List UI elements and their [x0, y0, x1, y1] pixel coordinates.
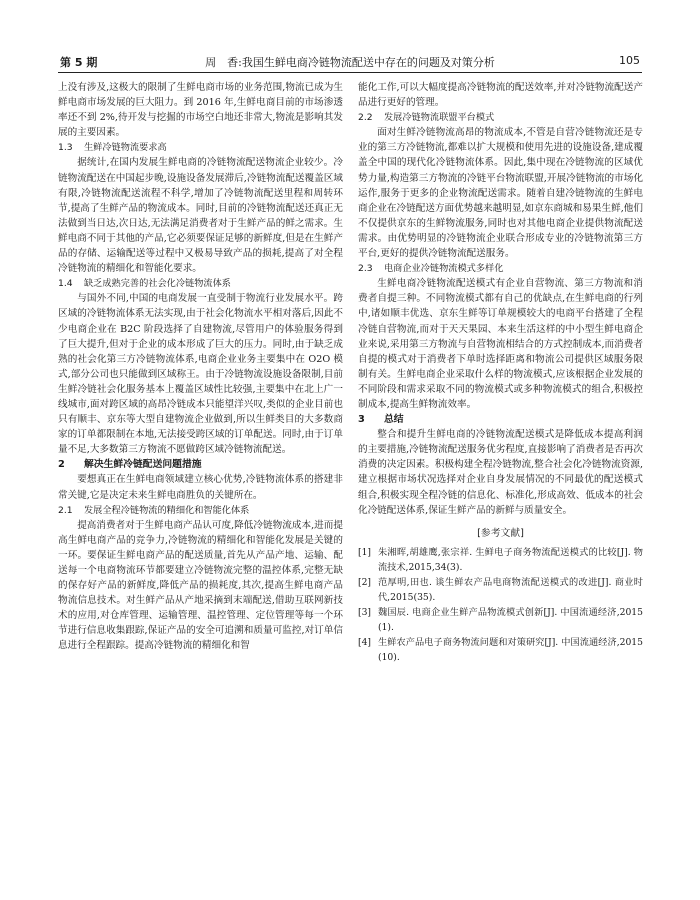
section-heading-2 [58, 457, 343, 472]
issue-number: 第 5 期 [60, 56, 98, 69]
section-title: 发展全程冷链物流的精细化和智能化体系 [84, 504, 250, 516]
running-header [58, 52, 642, 73]
paragraph: 提高消费者对于生鲜电商产品认可度,降低冷链物流成本,进而提高生鲜电商产品的竞争力,冷链物流的精细化和智能化发展是关键的一环。要保证生鲜电商产品的配送质量,首先从产品产地、运输、配送每一个电商物流环节都要建立冷链物流完整的温控体系,完整无缺的保存好产品的新鲜度,降低产品的损耗度,其次,提高生鲜电商产品物流信息技术。对生鲜产品从产地采摘到末端配送,借助互联网新技术的应用,对仓库管理、运输管理、温控管理、定位管理等每一个环节进行信息收集跟踪,保证产品的安全可追溯和质量可监控,对订单信息进行全程跟踪。提高冷链物流的精细化和智 [58, 519, 343, 652]
section-title: 生鲜冷链物流要求高 [84, 142, 167, 154]
section-title: 解决生鲜冷链配送问题措施 [84, 459, 202, 471]
page-number: 105 [619, 54, 640, 67]
paragraph: 与国外不同,中国的电商发展一直受制于物流行业发展水平。跨区域的冷链物流体系无法实现,由于社会化物流水平相对落后,因此不少电商企业在 B2C 阶段选择了自建物流,尽管用户的体验服务得到了巨大提升,但对于企业的成本形成了巨大的压力。同时,由于缺乏成熟的社会化第三方冷链物流体系,电商企业业务主要集中在 O2O 模式,部分公司也只能做到区域称王。由于冷链物流设施设备限制,目前生鲜冷链社会化服务基本上覆盖区域性比较强,主要集中在北上广一线城市,面对跨区域的高昂冷链成本只能望洋兴叹,类似的企业目前也只有顺丰、京东等大型自建物流企业做到,所以生鲜类目的大多数商家的订单都限制在本地,无法接受跨区域的订单配送。同时,由于订单量不足,大多数第三方物流不愿做跨区域冷链物流配送。 [58, 293, 343, 456]
left-column [58, 80, 343, 654]
section-number: 1.3 [58, 142, 73, 154]
section-number: 2.2 [358, 112, 373, 124]
section-number: 3 [358, 414, 365, 426]
reference-list [358, 545, 643, 665]
section-number: 1.4 [58, 278, 73, 290]
reference-number: [1] [358, 546, 372, 558]
section-heading-1-3 [58, 140, 343, 155]
section-number: 2.3 [358, 263, 373, 275]
section-title: 电商企业冷链物流模式多样化 [384, 263, 504, 275]
section-heading-1-4 [58, 276, 343, 291]
reference-text: 朱湘晖,胡雄鹰,张宗祥. 生鲜电子商务物流配送模式的比较[J]. 物流技术,2015,34(3). [378, 546, 643, 573]
section-number: 2 [58, 459, 65, 471]
reference-text: 魏国辰. 电商企业生鲜产品物流模式创新[J]. 中国流通经济,2015(1). [378, 606, 643, 633]
paragraph: 生鲜电商冷链物流配送模式有企业自营物流、第三方物流和消费者自提三种。不同物流模式都有自己的优缺点,在生鲜电商的行列中,诸如顺丰优选、京东生鲜等订单规模较大的电商平台搭建了全程冷链自营物流,而对于天天果园、本来生活这样的中小型生鲜电商企业来说,采用第三方物流与自营物流相结合的方式控制成本,而消费者自提的模式对于消费者下单时选择距离和物流公司提供区域服务限制有关。生鲜电商企业采取什么样的物流模式,应该根据企业发展的不同阶段和需求采取不同的物流模式或多种物流模式的组合,积极控制成本,提高生鲜物流效率。 [358, 278, 643, 410]
reference-item [358, 575, 643, 605]
references-title: [参考文献] [477, 527, 524, 539]
section-heading-3 [358, 412, 643, 427]
paragraph: 上没有涉及,这极大的限制了生鲜电商市场的业务范围,物流已成为生鲜电商市场发展的巨大阻力。到 2016 年,生鲜电商目前的市场渗透率还不到 2%,待开发与挖掘的市场空白地还非常大,物流是影响其发展的主要因素。 [58, 82, 343, 139]
right-column [358, 80, 643, 665]
paragraph: 据统计,在国内发展生鲜电商的冷链物流配送物流企业较少。冷链物流配送在中国起步晚,设施设备发展滞后,冷链物流配送覆盖区域有限,冷链物流配送流程不科学,增加了冷链物流配送里程和周转环节,提高了生鲜产品的物流成本。同时,目前的冷链物流配送还真正无法做到当日达,次日达,无法满足消费者对于生鲜产品的鲜之需求。生鲜电商不同于其他的产品,它必须要保证足够的新鲜度,但是在生鲜产品的存储、运输配送等过程中又极易导致产品的损耗,提高了对全程冷链物流的精细化和智能化要求。 [58, 157, 343, 275]
reference-item [358, 545, 643, 575]
paragraph: 要想真正在生鲜电商领域建立核心优势,冷链物流体系的搭建非常关键,它是决定未来生鲜电商胜负的关键所在。 [58, 474, 343, 501]
section-heading-2-2 [358, 110, 643, 125]
paragraph: 整合和提升生鲜电商的冷链物流配送模式是降低成本提高利润的主要措施,冷链物流配送服务优劣程度,直接影响了消费者是否再次消费的决定因素。积极构建全程冷链物流,整合社会化冷链物流资源,建立根据市场状况选择对企业自身发展情况的不同最优的配送模式组合,积极实现全程冷链的信息化、标准化,形成高效、低成本的社会化冷链配送体系,保证生鲜产品的新鲜与质量安全。 [358, 429, 643, 516]
reference-number: [2] [358, 576, 372, 588]
section-title: 发展冷链物流联盟平台模式 [384, 112, 495, 124]
reference-item [358, 635, 643, 665]
section-title: 总结 [384, 414, 404, 426]
section-heading-2-3 [358, 261, 643, 276]
reference-text: 生鲜农产品电子商务物流问题和对策研究[J]. 中国流通经济,2015(10). [378, 636, 643, 663]
section-title: 缺乏成熟完善的社会化冷链物流体系 [84, 278, 231, 290]
reference-item [358, 605, 643, 635]
reference-number: [4] [358, 636, 372, 648]
paragraph: 面对生鲜冷链物流高昂的物流成本,不管是自营冷链物流还是专业的第三方冷链物流,都难以扩大规模和使用先进的设施设备,建成覆盖全中国的现代化冷链物流体系。因此,集中现在冷链物流的区域优势力量,构造第三方物流的冷链平台物流联盟,开展冷链物流的市场化运作,服务于更多的企业物流配送需求。随着自建冷链物流的生鲜电商企业在冷链配送方面优势越来越明显,如京东商城和易果生鲜,他们不仅提供京东的生鲜物流服务,同时也对其他电商企业提供物流配送需求。由优势明显的冷链物流企业联合形成专业的冷链物流第三方平台,更好的提供冷链物流配送服务。 [358, 127, 643, 260]
reference-text: 范厚明,田也. 谈生鲜农产品电商物流配送模式的改进[J]. 商业时代,2015(35). [378, 576, 643, 603]
section-heading-2-1 [58, 503, 343, 518]
reference-number: [3] [358, 606, 372, 618]
paragraph: 能化工作,可以大幅度提高冷链物流的配送效率,并对冷链物流配送产品进行更好的管理。 [358, 82, 643, 109]
section-number: 2.1 [58, 504, 73, 516]
running-title: 周 香:我国生鲜电商冷链物流配送中存在的问题及对策分析 [205, 56, 495, 69]
